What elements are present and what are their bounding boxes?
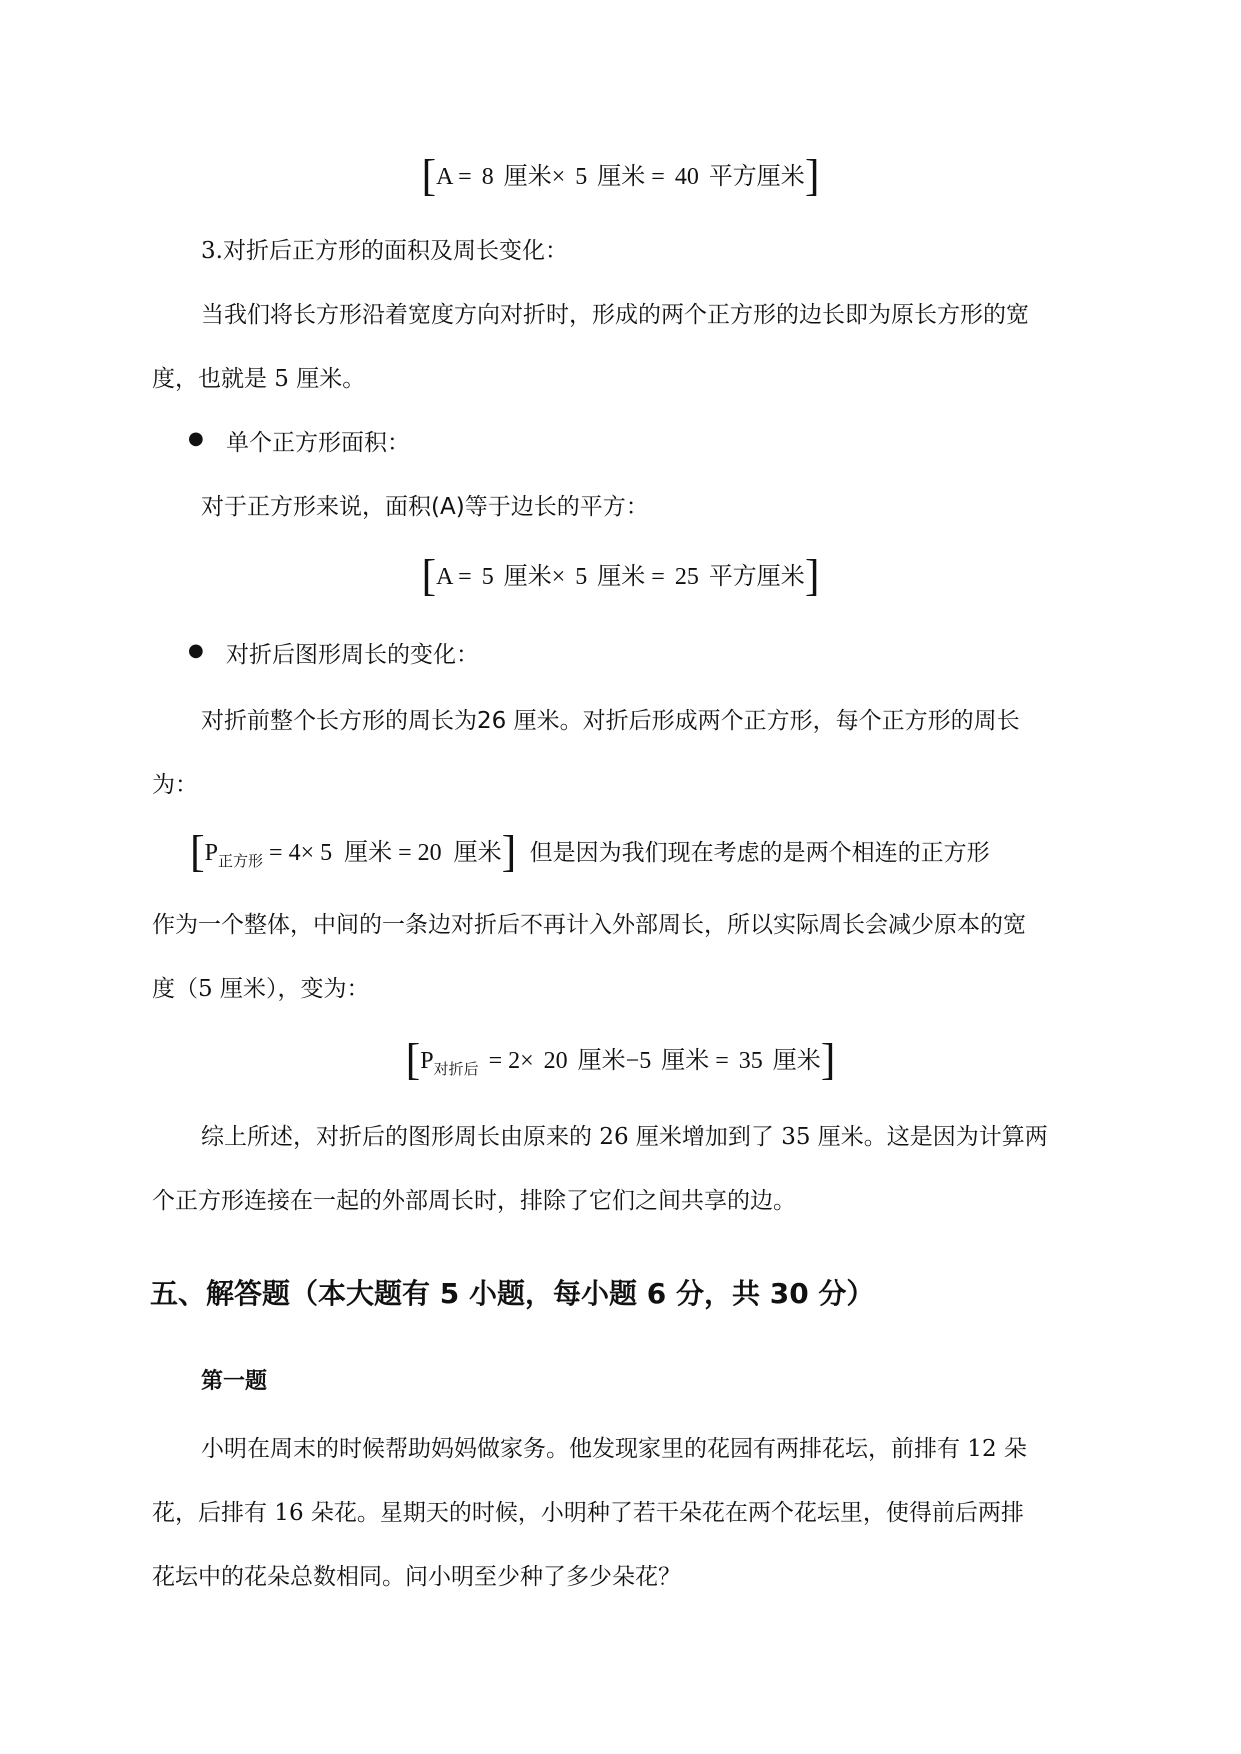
paragraph-line — [201, 488, 649, 521]
question-line: 花，后排有 16 朵花。星期天的时候，小明种了若干朵花在两个花坛里，使得前后两排 — [152, 1500, 1024, 1526]
eq-subscript: 对折后 — [433, 1061, 479, 1078]
text-span: 但是因为我们现在考虑的是两个相连的正方形 — [529, 840, 990, 866]
question-line: 小明在周末的时候帮助妈妈做家务。他发现家里的花园有两排花坛，前排有 12 朵 — [201, 1436, 1027, 1462]
paragraph-line: 综上所述，对折后的图形周长由原来的 26 厘米增加到了 35 厘米。这是因为计算两 — [201, 1124, 1048, 1150]
eq-value: 35 — [738, 1048, 763, 1074]
paragraph-line: 个正方形连接在一起的外部周长时，排除了它们之间共享的边。 — [152, 1188, 796, 1214]
equation-square-area — [0, 550, 1241, 601]
bullet-item: 单个正方形面积： — [226, 430, 410, 456]
eq-symbol: P — [420, 1048, 434, 1074]
bracket-left: [ — [190, 827, 205, 876]
eq-unit: 厘米 = — [597, 564, 665, 590]
bracket-right: ] — [820, 1035, 836, 1084]
eq-unit: 厘米× — [503, 164, 566, 190]
eq-unit: 厘米 — [453, 840, 502, 866]
equation-rectangle-area — [0, 150, 1241, 201]
eq-unit: 厘米−5 — [577, 1048, 652, 1074]
bracket-left: [ — [421, 151, 437, 200]
eq-lhs: A = — [436, 564, 472, 590]
paragraph-line: 度，也就是 5 厘米。 — [152, 366, 366, 392]
eq-value: 5 — [320, 840, 333, 866]
bracket-right: ] — [804, 551, 820, 600]
number-span: 26 — [477, 708, 507, 734]
equation-square-perimeter — [190, 827, 517, 876]
bracket-right: ] — [804, 151, 820, 200]
eq-lhs: A = — [436, 164, 472, 190]
eq-unit: 厘米 = — [661, 1048, 729, 1074]
eq-operator: = 4× — [269, 840, 315, 866]
paragraph-line: 为： — [152, 772, 198, 798]
paragraph-line: 度（5 厘米），变为： — [152, 976, 370, 1002]
equation-folded-perimeter — [0, 1034, 1241, 1085]
eq-operator: = 2× — [488, 1048, 534, 1074]
text-span: 等于边长的平方： — [464, 494, 649, 520]
eq-value: 5 — [575, 564, 588, 590]
section-heading: 五、解答题（本大题有 5 小题，每小题 6 分，共 30 分） — [150, 1277, 875, 1310]
eq-unit: 厘米 — [772, 1048, 821, 1074]
paragraph-line-with-equation — [190, 826, 990, 877]
paragraph-line: 当我们将长方形沿着宽度方向对折时，形成的两个正方形的边长即为原长方形的宽 — [201, 302, 1029, 328]
eq-value: 20 — [543, 1048, 568, 1074]
eq-unit: 平方厘米 — [708, 164, 805, 190]
bullet-icon: ● — [188, 428, 204, 449]
text-span: 厘米。对折后形成两个正方形，每个正方形的周长 — [506, 708, 1020, 734]
text-span: 对折前整个长方形的周长为 — [201, 708, 477, 734]
paragraph-line — [201, 702, 1020, 735]
item-3-title: 3.对折后正方形的面积及周长变化： — [201, 238, 568, 264]
bracket-left: [ — [421, 551, 437, 600]
eq-unit: 厘米 = — [344, 840, 412, 866]
eq-unit: 平方厘米 — [708, 564, 805, 590]
text-span: 对于正方形来说，面积 — [201, 494, 431, 520]
eq-symbol: P — [204, 840, 219, 866]
eq-subscript: 正方形 — [218, 853, 264, 870]
symbol-span: (A) — [431, 494, 465, 520]
eq-value: 20 — [417, 840, 442, 866]
eq-value: 5 — [575, 164, 588, 190]
paragraph-line: 作为一个整体，中间的一条边对折后不再计入外部周长，所以实际周长会减少原本的宽 — [152, 912, 1026, 938]
bracket-left: [ — [405, 1035, 421, 1084]
eq-unit: 厘米 = — [597, 164, 665, 190]
bracket-right: ] — [501, 827, 517, 876]
bullet-item: 对折后图形周长的变化： — [226, 642, 479, 668]
sub-heading: 第一题 — [201, 1369, 268, 1394]
question-line: 花坛中的花朵总数相同。问小明至少种了多少朵花？ — [152, 1564, 681, 1590]
bullet-icon: ● — [188, 640, 204, 661]
eq-value: 25 — [674, 564, 699, 590]
eq-unit: 厘米× — [503, 564, 566, 590]
eq-value: 40 — [674, 164, 699, 190]
eq-value: 5 — [481, 564, 494, 590]
eq-value: 8 — [481, 164, 494, 190]
